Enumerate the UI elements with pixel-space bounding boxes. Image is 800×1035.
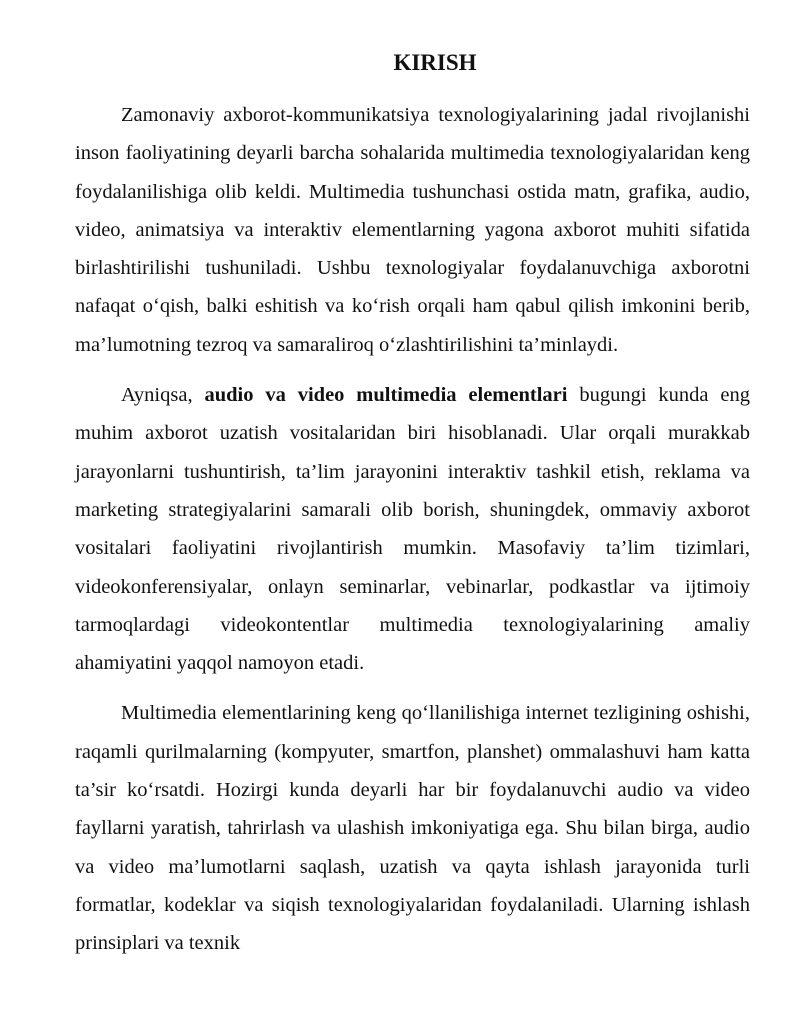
paragraph-continuation: bugungi kunda eng muhim axborot uzatish vositalaridan biri hisoblanadi. Ular orqali murakkab jarayonlarni tushuntirish, ta’lim jarayonini interaktiv tashkil etish, reklama va marketing strategiyalarini samarali olib borish, shuningdek, ommaviy axborot vositalari faoliyatini rivojlantirish mumkin. Masofaviy ta’lim tizimlari, videokonferensiyalar, onlayn seminarlar, vebinarlar, podkastlar va ijtimoiy tarmoqlardagi videokontentlar multimedia texnologiyalarining amaliy ahamiyatini yaqqol namoyon etadi. [75, 384, 750, 675]
paragraph-audio-video [75, 376, 750, 682]
bold-phrase: audio va video multimedia elementlari [204, 384, 568, 407]
paragraph-intro: Zamonaviy axborot-kommunikatsiya texnologiyalarining jadal rivojlanishi inson faoliyatining deyarli barcha sohalarida multimedia texnologiyalaridan keng foydalanilishiga olib keldi. Multimedia tushunchasi ostida matn, grafika, audio, video, animatsiya va interaktiv elementlarning yagona axborot muhiti sifatida birlashtirilishi tushuniladi. Ushbu texnologiyalar foydalanuvchiga axborotni nafaqat o‘qish, balki eshitish va ko‘rish orqali ham qabul qilish imkonini berib, ma’lumotning tezroq va samaraliroq o‘zlashtirilishini ta’minlaydi. [75, 104, 750, 356]
paragraph-usage: Multimedia elementlarining keng qo‘llanilishiga internet tezligining oshishi, raqamli qurilmalarning (kompyuter, smartfon, planshet) ommalashuvi ham katta ta’sir ko‘rsatdi. Hozirgi kunda deyarli har bir foydalanuvchi audio va video fayllarni yaratish, tahrirlash va ulashish imkoniyatiga ega. Shu bilan birga, audio va video ma’lumotlarni saqlash, uzatish va qayta ishlash jarayonida turli formatlar, kodeklar va siqish texnologiyalaridan foydalaniladi. Ularning ishlash prinsiplari va texnik [75, 702, 750, 955]
paragraph-lead-text: Ayniqsa, [121, 384, 205, 407]
document-body [75, 96, 750, 963]
page-title: KIRISH [393, 50, 477, 75]
